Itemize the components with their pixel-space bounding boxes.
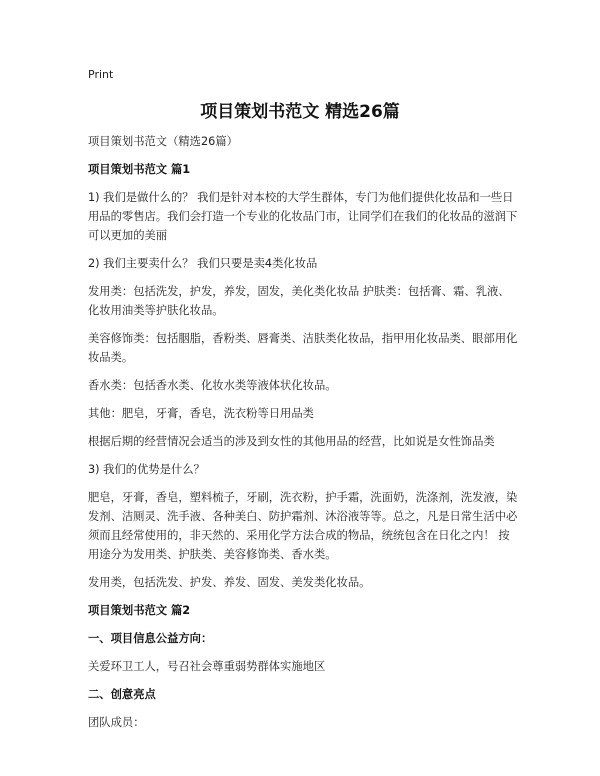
paragraph-team-members: 团队成员： [88,716,145,729]
paragraph-q2: 2) 我们主要卖什么？ 我们只要是卖4类化妆品 [88,257,318,270]
paragraph-project-direction: 关爱环卫工人，号召社会尊重弱势群体实施地区 [88,660,326,673]
paragraph-later-plans: 根据后期的经营情况会适当的涉及到女性的其他用品的经营，比如说是女性饰品类 [88,435,495,448]
document-body [88,132,518,741]
paragraph-hair-category: 发用类：包括洗发，护发，养发，固发，美化类化妆品 护肤类：包括膏、霜、乳液、化妆用油类等护肤化妆品。 [88,285,510,317]
paragraph-other-category: 其他：肥皂，牙膏，香皂，洗衣粉等日用品类 [88,407,314,420]
paragraph-makeup-category: 美容修饰类：包括胭脂，香粉类、唇膏类、洁肤类化妆品，指甲用化妆品类、眼部用化妆品类。 [88,332,518,364]
paragraph-q3: 3) 我们的优势是什么？ [88,463,205,476]
section-heading-2: 项目策划书范文 篇2 [88,604,191,617]
subheading-project-info: 一、项目信息公益方向： [88,632,213,645]
paragraph-perfume-category: 香水类：包括香水类、化妆水类等液体状化妆品。 [88,379,337,392]
section-heading-1: 项目策划书范文 篇1 [88,163,191,176]
paragraph-hair-summary: 发用类，包括洗发、护发、养发、固发、美发类化妆品。 [88,576,371,589]
subheading-creative-highlights: 二、创意亮点 [88,688,156,701]
doc-subtitle: 项目策划书范文（精选26篇） [88,135,238,148]
paragraph-advantages: 肥皂，牙膏，香皂，塑料梳子，牙刷，洗衣粉，护手霜，洗面奶，洗涤剂，洗发液，染发剂、洁厕灵、洗手液、各种美白、防护霜剂、沐浴液等等。总之，凡是日常生活中必须而且经常使用的，非天然的、采用化学方法合成的物品，统统包含在日化之内！ 按用途分为发用类、护肤类、美容修饰类、香水类。 [88,491,518,561]
print-link[interactable]: Print [88,68,114,81]
paragraph-q1: 1) 我们是做什么的？ 我们是针对本校的大学生群体，专门为他们提供化妆品和一些日用品的零售店。我们会打造一个专业的化妆品门市，让同学们在我们的化妆品的滋润下可以更加的美丽 [88,191,518,242]
page-title: 项目策划书范文 精选26篇 [200,102,400,122]
